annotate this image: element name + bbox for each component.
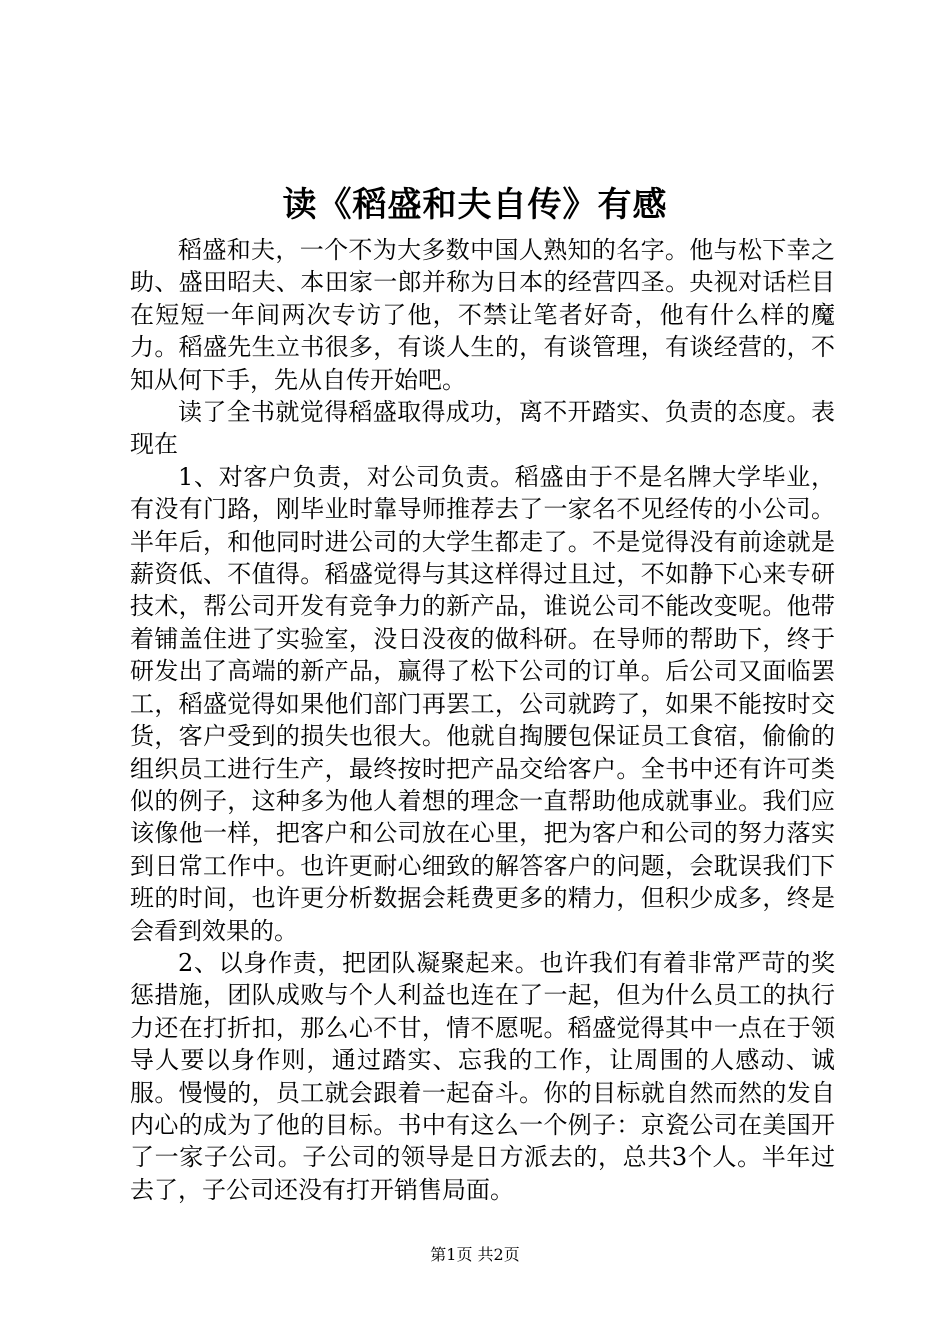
document-title: 读《稻盛和夫自传》有感 [282, 185, 668, 225]
paragraph-intro: 稻盛和夫，一个不为大多数中国人熟知的名字。他与松下幸之助、盛田昭夫、本田家一郎并称为日本的经营四圣。央视对话栏目在短短一年间两次专访了他，不禁让笔者好奇，他有什么样的魔力。稻盛先生立书很多，有谈人生的，有谈管理，有谈经营的，不知从何下手，先从自传开始吧。 [130, 236, 835, 394]
paragraph-point-2: 2、以身作责，把团队凝聚起来。也许我们有着非常严苛的奖惩措施，团队成败与个人利益也连在了一起，但为什么员工的执行力还在打折扣，那么心不甘，情不愿呢。稻盛觉得其中一点在于领导人要以身作则，通过踏实、忘我的工作，让周围的人感动、诚服。慢慢的，员工就会跟着一起奋斗。你的目标就自然而然的发自内心的成为了他的目标。书中有这么一个例子：京瓷公司在美国开了一家子公司。子公司的领导是日方派去的，总共3个人。半年过去了，子公司还没有打开销售局面。 [130, 948, 835, 1204]
page-number-footer: 第1页 共2页 [430, 1245, 520, 1264]
paragraph-point-1: 1、对客户负责，对公司负责。稻盛由于不是名牌大学毕业，有没有门路，刚毕业时靠导师推荐去了一家名不见经传的小公司。半年后，和他同时进公司的大学生都走了。不是觉得没有前途就是薪资低、不值得。稻盛觉得与其这样得过且过，不如静下心来专研技术，帮公司开发有竞争力的新产品，谁说公司不能改变呢。他带着铺盖住进了实验室，没日没夜的做科研。在导师的帮助下，终于研发出了高端的新产品，赢得了松下公司的订单。后公司又面临罢工，稻盛觉得如果他们部门再罢工，公司就跨了，如果不能按时交货，客户受到的损失也很大。他就自掏腰包保证员工食宿，偷偷的组织员工进行生产，最终按时把产品交给客户。全书中还有许可类似的例子，这种多为他人着想的理念一直帮助他成就事业。我们应该像他一样，把客户和公司放在心里，把为客户和公司的努力落实到日常工作中。也许更耐心细致的解答客户的问题，会耽误我们下班的时间，也许更分析数据会耗费更多的精力，但积少成多，终是会看到效果的。 [130, 462, 835, 945]
document-body [130, 234, 835, 1206]
paragraph-summary: 读了全书就觉得稻盛取得成功，离不开踏实、负责的态度。表现在 [130, 398, 835, 459]
